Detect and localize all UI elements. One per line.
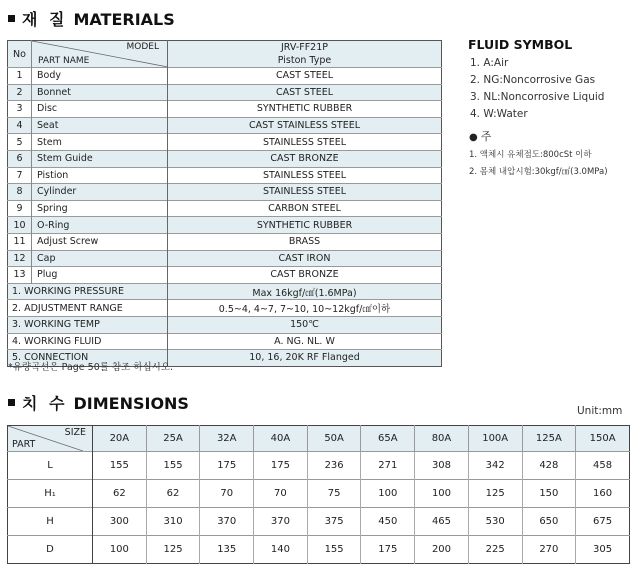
- working-spec-label: 4. WORKING FLUID: [8, 333, 168, 350]
- part-name: Stem Guide: [32, 150, 168, 167]
- size-header-cell: 125A: [522, 426, 576, 452]
- dimension-value: 140: [254, 536, 308, 564]
- dimension-value: 650: [522, 508, 576, 536]
- part-name: Bonnet: [32, 84, 168, 101]
- part-name: Cylinder: [32, 184, 168, 201]
- material-row: [8, 233, 442, 250]
- dimension-value: 150: [522, 480, 576, 508]
- dimension-value: 125: [146, 536, 200, 564]
- dimension-value: 200: [415, 536, 469, 564]
- dimension-value: 271: [361, 452, 415, 480]
- dimension-value: 342: [468, 452, 522, 480]
- fluid-item: 1. A:Air: [470, 57, 509, 69]
- material-row: [8, 200, 442, 217]
- working-spec-value: 150℃: [168, 316, 442, 333]
- dimension-value: 236: [307, 452, 361, 480]
- size-header-cell: 50A: [307, 426, 361, 452]
- part-name: Seat: [32, 117, 168, 134]
- material-value: CAST BRONZE: [168, 267, 442, 284]
- dimension-value: 530: [468, 508, 522, 536]
- row-number: 3: [8, 101, 32, 118]
- dimension-value: 70: [200, 480, 254, 508]
- dimension-row: [8, 452, 630, 480]
- material-value: SYNTHETIC RUBBER: [168, 101, 442, 118]
- material-row: [8, 68, 442, 85]
- dimension-value: 375: [307, 508, 361, 536]
- working-spec-row: [8, 300, 442, 317]
- part-name: O-Ring: [32, 217, 168, 234]
- material-value: SYNTHETIC RUBBER: [168, 217, 442, 234]
- working-spec-row: [8, 316, 442, 333]
- size-header-cell: 100A: [468, 426, 522, 452]
- material-row: [8, 134, 442, 151]
- part-name-header: PART NAME: [38, 56, 90, 66]
- dimensions-title: 치 수 DIMENSIONS: [8, 391, 189, 414]
- working-spec-value: A. NG. NL. W: [168, 333, 442, 350]
- fluid-symbol-title: FLUID SYMBOL: [468, 37, 573, 52]
- note-item: 1. 액체시 유체점도:800cSt 이하: [469, 150, 592, 160]
- working-spec-value: 10, 16, 20K RF Flanged: [168, 350, 442, 367]
- part-header: PART: [12, 439, 36, 450]
- dimension-label: H: [8, 508, 93, 536]
- dimension-value: 370: [200, 508, 254, 536]
- row-number: 7: [8, 167, 32, 184]
- dimension-value: 70: [254, 480, 308, 508]
- material-row: [8, 184, 442, 201]
- note-item: 2. 몸체 내압시험:30kgf/㎠(3.0MPa): [469, 167, 608, 177]
- material-value: CAST STAINLESS STEEL: [168, 117, 442, 134]
- dimension-value: 428: [522, 452, 576, 480]
- material-value: BRASS: [168, 233, 442, 250]
- material-row: [8, 150, 442, 167]
- dimension-value: 125: [468, 480, 522, 508]
- materials-body: [8, 68, 442, 367]
- material-value: CAST IRON: [168, 250, 442, 267]
- material-row: [8, 250, 442, 267]
- row-number: 6: [8, 150, 32, 167]
- dimension-value: 135: [200, 536, 254, 564]
- working-spec-value: 0.5~4, 4~7, 7~10, 10~12kgf/㎠이하: [168, 300, 442, 317]
- dimension-value: 62: [146, 480, 200, 508]
- part-name: Disc: [32, 101, 168, 118]
- dimension-label: H₁: [8, 480, 93, 508]
- dimension-value: 175: [361, 536, 415, 564]
- fluid-item: 3. NL:Noncorrosive Liquid: [470, 91, 605, 103]
- bullet-dot-icon: ●: [469, 132, 478, 143]
- model-type: Piston Type: [277, 55, 332, 66]
- material-value: CAST BRONZE: [168, 150, 442, 167]
- row-number: 8: [8, 184, 32, 201]
- working-spec-value: Max 16kgf/㎠(1.6MPa): [168, 283, 442, 300]
- part-name: Plug: [32, 267, 168, 284]
- material-row: [8, 117, 442, 134]
- dimension-value: 310: [146, 508, 200, 536]
- row-number: 10: [8, 217, 32, 234]
- dimension-value: 450: [361, 508, 415, 536]
- dimension-row: [8, 480, 630, 508]
- materials-header-row: [8, 41, 442, 68]
- row-number: 1: [8, 68, 32, 85]
- row-number: 11: [8, 233, 32, 250]
- material-value: CAST STEEL: [168, 68, 442, 85]
- dimension-value: 160: [576, 480, 630, 508]
- size-header-cell: 80A: [415, 426, 469, 452]
- dimensions-body: [8, 452, 630, 564]
- dimension-label: D: [8, 536, 93, 564]
- note-heading: ● 주: [469, 130, 492, 143]
- size-header-cell: 150A: [576, 426, 630, 452]
- dimension-value: 62: [93, 480, 147, 508]
- material-row: [8, 167, 442, 184]
- dimension-value: 675: [576, 508, 630, 536]
- part-name: Adjust Screw: [32, 233, 168, 250]
- material-row: [8, 101, 442, 118]
- materials-title: 재 질 MATERIALS: [8, 7, 175, 30]
- unit-label: Unit:mm: [577, 405, 623, 417]
- row-number: 13: [8, 267, 32, 284]
- no-header: No: [8, 41, 32, 68]
- dimension-value: 155: [146, 452, 200, 480]
- dimension-row: [8, 536, 630, 564]
- working-spec-row: [8, 333, 442, 350]
- size-header-cell: 40A: [254, 426, 308, 452]
- model-name: JRV-FF21P: [281, 42, 328, 53]
- dimension-value: 75: [307, 480, 361, 508]
- dimensions-table: [7, 425, 630, 564]
- size-part-header-cell: [8, 426, 93, 452]
- dimension-value: 100: [361, 480, 415, 508]
- model-header: MODEL: [126, 42, 159, 52]
- size-header-cell: 32A: [200, 426, 254, 452]
- size-header-cell: 20A: [93, 426, 147, 452]
- part-name: Stem: [32, 134, 168, 151]
- part-name: Cap: [32, 250, 168, 267]
- material-value: CARBON STEEL: [168, 200, 442, 217]
- dimension-value: 300: [93, 508, 147, 536]
- fluid-item: 4. W:Water: [470, 108, 528, 120]
- material-value: STAINLESS STEEL: [168, 167, 442, 184]
- dimension-value: 175: [254, 452, 308, 480]
- size-header-cell: 25A: [146, 426, 200, 452]
- dimension-value: 305: [576, 536, 630, 564]
- working-spec-row: [8, 283, 442, 300]
- working-spec-label: 2. ADJUSTMENT RANGE: [8, 300, 168, 317]
- part-name: Pistion: [32, 167, 168, 184]
- part-name: Body: [32, 68, 168, 85]
- dimension-value: 175: [200, 452, 254, 480]
- material-value: STAINLESS STEEL: [168, 184, 442, 201]
- dimension-value: 465: [415, 508, 469, 536]
- flow-curve-footnote: *유량곡선은 Page 50를 참조 하십시오.: [8, 362, 174, 373]
- model-name-cell: [168, 41, 442, 68]
- material-value: STAINLESS STEEL: [168, 134, 442, 151]
- row-number: 5: [8, 134, 32, 151]
- working-spec-label: 5. CONNECTION: [8, 350, 168, 367]
- dimension-value: 270: [522, 536, 576, 564]
- square-bullet-icon: [8, 15, 15, 22]
- dimension-value: 100: [93, 536, 147, 564]
- material-value: CAST STEEL: [168, 84, 442, 101]
- dimension-value: 155: [93, 452, 147, 480]
- part-name: Spring: [32, 200, 168, 217]
- dimension-value: 225: [468, 536, 522, 564]
- size-header-cell: 65A: [361, 426, 415, 452]
- fluid-item: 2. NG:Noncorrosive Gas: [470, 74, 596, 86]
- material-row: [8, 217, 442, 234]
- dimension-value: 370: [254, 508, 308, 536]
- materials-table: [7, 40, 442, 367]
- dimension-row: [8, 508, 630, 536]
- dimension-value: 308: [415, 452, 469, 480]
- row-number: 2: [8, 84, 32, 101]
- square-bullet-icon: [8, 399, 15, 406]
- dimension-value: 100: [415, 480, 469, 508]
- material-row: [8, 84, 442, 101]
- row-number: 9: [8, 200, 32, 217]
- model-part-header-cell: [32, 41, 168, 68]
- dimension-label: L: [8, 452, 93, 480]
- size-header: SIZE: [64, 427, 87, 438]
- dimensions-header-row: [8, 426, 630, 452]
- material-row: [8, 267, 442, 284]
- working-spec-label: 3. WORKING TEMP: [8, 316, 168, 333]
- row-number: 4: [8, 117, 32, 134]
- dimension-value: 458: [576, 452, 630, 480]
- working-spec-label: 1. WORKING PRESSURE: [8, 283, 168, 300]
- dimension-value: 155: [307, 536, 361, 564]
- row-number: 12: [8, 250, 32, 267]
